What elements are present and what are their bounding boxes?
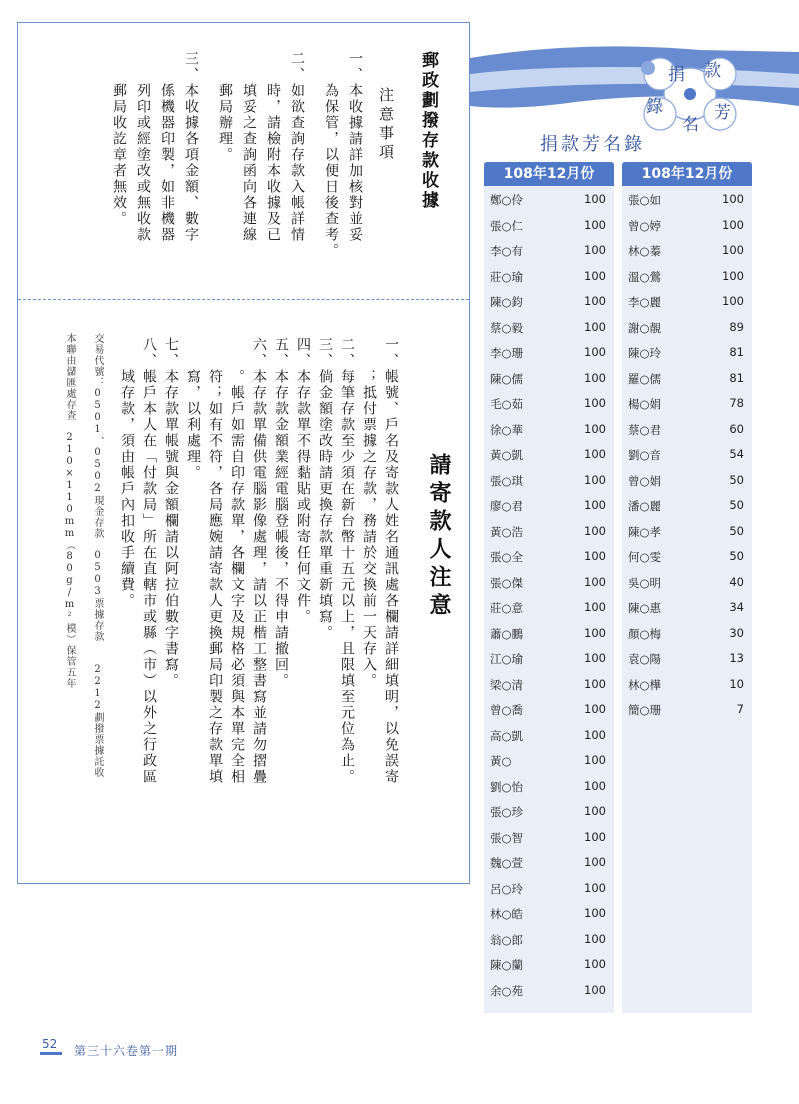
donation-amount: 78 bbox=[729, 396, 744, 410]
donor-name: 黃○浩 bbox=[490, 524, 524, 539]
donor-row bbox=[484, 645, 614, 671]
donor-row bbox=[484, 441, 614, 467]
donor-name: 張○如 bbox=[628, 193, 662, 207]
donor-name: 謝○靚 bbox=[628, 320, 662, 335]
donation-amount: 100 bbox=[584, 498, 606, 512]
page-number: 52 bbox=[42, 1037, 58, 1051]
donation-amount: 100 bbox=[584, 982, 606, 997]
donor-name: 羅○儒 bbox=[628, 371, 662, 386]
notice-line: 三、本收據各項金額、數字 bbox=[183, 51, 199, 243]
donor-name: 梁○清 bbox=[490, 677, 524, 692]
donation-amount: 81 bbox=[729, 345, 744, 359]
donor-name: 簡○珊 bbox=[628, 703, 662, 717]
donor-name: 吳○明 bbox=[628, 575, 662, 590]
donor-row bbox=[622, 518, 752, 544]
donor-name: 曾○娟 bbox=[628, 473, 662, 488]
donor-name: 高○凱 bbox=[490, 728, 524, 743]
donor-name: 翁○郎 bbox=[490, 932, 524, 947]
donor-row bbox=[622, 212, 752, 238]
donation-amount: 100 bbox=[584, 549, 606, 563]
donor-name: 江○瑜 bbox=[490, 652, 524, 666]
donation-amount: 100 bbox=[584, 829, 606, 844]
donor-name: 張○琪 bbox=[490, 473, 524, 488]
donation-amount: 30 bbox=[729, 625, 744, 640]
donation-amount: 13 bbox=[729, 651, 744, 665]
donation-amount: 50 bbox=[729, 472, 744, 487]
donor-name: 蔡○君 bbox=[628, 422, 662, 437]
banner-char: 捐 bbox=[668, 65, 685, 85]
donor-row bbox=[484, 722, 614, 748]
donor-name: 張○仁 bbox=[490, 218, 524, 233]
donor-row bbox=[484, 926, 614, 952]
depositor-line: 八、帳戶本人在「付款局」所在直轄市或縣（市）以外之行政區 bbox=[141, 337, 157, 785]
donation-amount: 100 bbox=[584, 268, 606, 283]
donor-name: 張○智 bbox=[490, 830, 524, 845]
donor-name: 林○皓 bbox=[490, 907, 524, 921]
banner-char: 名 bbox=[682, 115, 699, 135]
donation-amount: 100 bbox=[584, 600, 606, 614]
donor-name: 陳○惠 bbox=[628, 601, 662, 615]
donor-row bbox=[622, 620, 752, 646]
notice-line: 係機器印製，如非機器 bbox=[159, 51, 175, 243]
donor-row bbox=[484, 977, 614, 1003]
donor-row bbox=[622, 671, 752, 697]
depositor-line: 七、本存款單帳號與金額欄請以阿拉伯數字書寫。 bbox=[163, 337, 179, 689]
donation-amount: 100 bbox=[584, 396, 606, 410]
donor-row bbox=[484, 212, 614, 238]
donor-name: 李○珊 bbox=[490, 346, 524, 360]
donor-row bbox=[484, 620, 614, 646]
donor-name: 溫○鶯 bbox=[628, 269, 662, 284]
donor-row bbox=[484, 314, 614, 340]
depositor-line: ；抵付票據之存款，務請於交換前一天存入。 bbox=[361, 337, 377, 689]
donor-name: 曾○喬 bbox=[490, 703, 524, 717]
donation-amount: 100 bbox=[584, 574, 606, 589]
donor-name: 陳○鈞 bbox=[490, 295, 524, 309]
donor-row bbox=[622, 543, 752, 569]
depositor-line: 三、倘金額塗改時請更換存款單重新填寫。 bbox=[317, 337, 333, 641]
donor-name: 林○蓁 bbox=[628, 244, 662, 258]
depositor-line: 二、每筆存款至少須在新台幣十五元以上，且限填至元位為止。 bbox=[339, 337, 355, 785]
deposit-receipt-form bbox=[17, 22, 470, 884]
donation-amount: 100 bbox=[584, 217, 606, 232]
donor-rows bbox=[622, 186, 752, 722]
banner-char: 錄 bbox=[646, 97, 663, 117]
notice-subtitle: 注意事項 bbox=[377, 87, 395, 163]
donor-row bbox=[622, 365, 752, 391]
donation-amount: 54 bbox=[729, 447, 744, 461]
depositor-line: 六、本存款單備供電腦影像處理，請以正楷工整書寫並請勿摺疊 bbox=[251, 337, 267, 785]
donation-amount: 7 bbox=[736, 702, 744, 716]
notice-line: 一、本收據請詳加核對並妥 bbox=[347, 51, 363, 243]
donor-name: 劉○音 bbox=[628, 448, 662, 462]
donor-name: 劉○怡 bbox=[490, 779, 524, 794]
notice-line: 填妥之查詢函向各連線 bbox=[241, 51, 257, 243]
donor-name: 蕭○鵬 bbox=[490, 626, 524, 641]
donor-row bbox=[484, 569, 614, 595]
donor-row bbox=[622, 416, 752, 442]
depositor-line: 域存款，須由帳戶內扣收手續費。 bbox=[119, 337, 135, 609]
banner-char: 芳 bbox=[714, 103, 731, 123]
donation-amount: 100 bbox=[722, 243, 744, 257]
donor-name: 李○麗 bbox=[628, 295, 662, 309]
notice-line: 為保管，以便日後查考。 bbox=[323, 51, 339, 259]
donation-amount: 100 bbox=[584, 523, 606, 538]
donor-name: 徐○華 bbox=[490, 422, 524, 437]
donor-name: 陳○孝 bbox=[628, 524, 662, 539]
donor-row bbox=[484, 416, 614, 442]
donation-amount: 100 bbox=[584, 345, 606, 359]
donation-amount: 81 bbox=[729, 370, 744, 385]
depositor-line: 寫，以利處理。 bbox=[185, 337, 201, 481]
notice-title: 郵政劃撥存款收據 bbox=[418, 51, 438, 211]
donor-name: 余○苑 bbox=[490, 983, 524, 998]
donation-amount: 100 bbox=[584, 931, 606, 946]
donor-row bbox=[484, 594, 614, 620]
donor-row bbox=[622, 569, 752, 595]
donor-name: 陳○儒 bbox=[490, 371, 524, 386]
donation-amount: 100 bbox=[584, 192, 606, 206]
donor-row bbox=[622, 492, 752, 518]
donor-row bbox=[622, 390, 752, 416]
donor-name: 鄭○伶 bbox=[490, 193, 524, 207]
donor-row bbox=[484, 824, 614, 850]
donation-amount: 89 bbox=[729, 319, 744, 334]
print-note: 本聯由儲匯處存查 210×110mm（80g/m²模）保管五年 bbox=[64, 333, 75, 689]
donor-name: 楊○娟 bbox=[628, 397, 662, 411]
donation-amount: 100 bbox=[584, 906, 606, 920]
donor-row bbox=[484, 237, 614, 263]
donor-row bbox=[484, 186, 614, 212]
donor-column-2 bbox=[622, 162, 752, 1013]
donor-name: 張○傑 bbox=[490, 575, 524, 590]
donor-row bbox=[622, 314, 752, 340]
notice-line: 郵局辦理。 bbox=[217, 51, 233, 163]
donor-row bbox=[484, 543, 614, 569]
donation-amount: 100 bbox=[722, 192, 744, 206]
donation-amount: 100 bbox=[584, 472, 606, 487]
column-header: 108年12月份 bbox=[622, 162, 752, 186]
donor-row bbox=[484, 849, 614, 875]
donation-amount: 100 bbox=[584, 421, 606, 436]
donation-amount: 100 bbox=[584, 778, 606, 793]
cut-line bbox=[18, 299, 469, 300]
donation-amount: 100 bbox=[584, 676, 606, 691]
notice-line: 二、如欲查詢存款入帳詳情 bbox=[289, 51, 305, 243]
donation-amount: 100 bbox=[722, 268, 744, 283]
depositor-title: 請寄款人注意 bbox=[426, 453, 452, 621]
donor-name: 何○雯 bbox=[628, 550, 662, 564]
depositor-line: 一、帳號、戶名及寄款人姓名通訊處各欄請詳細填明，以免誤寄 bbox=[383, 337, 399, 785]
notice-line: 列印或經塗改或無收款 bbox=[135, 51, 151, 243]
donation-amount: 10 bbox=[729, 676, 744, 691]
donor-name: 黃○ bbox=[490, 754, 512, 768]
donor-row bbox=[484, 390, 614, 416]
donation-amount: 100 bbox=[584, 957, 606, 971]
donor-name: 李○有 bbox=[490, 244, 524, 258]
donor-row bbox=[622, 467, 752, 493]
transaction-codes: 交易代號：0501、0502現金存款 0503票據存款 2212劃撥票據託收 bbox=[92, 333, 103, 778]
donor-row bbox=[484, 492, 614, 518]
donation-amount: 100 bbox=[584, 447, 606, 461]
donation-amount: 100 bbox=[584, 651, 606, 665]
donor-name: 張○珍 bbox=[490, 805, 524, 819]
donation-amount: 100 bbox=[584, 319, 606, 334]
donor-name: 張○全 bbox=[490, 550, 524, 564]
donation-amount: 40 bbox=[729, 574, 744, 589]
donor-row bbox=[484, 671, 614, 697]
donor-row bbox=[484, 900, 614, 926]
donor-name: 毛○茹 bbox=[490, 397, 524, 411]
donor-name: 蔡○毅 bbox=[490, 320, 524, 335]
donation-amount: 34 bbox=[729, 600, 744, 614]
donor-row bbox=[622, 339, 752, 365]
donor-row bbox=[622, 263, 752, 289]
notice-line: 郵局收訖章者無效。 bbox=[111, 51, 127, 227]
donor-name: 廖○君 bbox=[490, 499, 524, 513]
donor-name: 魏○萱 bbox=[490, 856, 524, 870]
depositor-line: 五、本存款金額業經電腦登帳後，不得申請撤回。 bbox=[273, 337, 289, 689]
donor-row bbox=[622, 645, 752, 671]
banner-char: 款 bbox=[704, 61, 721, 81]
donation-amount: 100 bbox=[584, 370, 606, 385]
donor-name: 陳○蘭 bbox=[490, 958, 524, 972]
donor-list-title: 捐款芳名錄 bbox=[540, 134, 645, 155]
donor-name: 潘○麗 bbox=[628, 499, 662, 513]
donor-name: 莊○瑜 bbox=[490, 269, 524, 284]
donor-column-1 bbox=[484, 162, 614, 1013]
donation-amount: 100 bbox=[584, 727, 606, 742]
donor-row bbox=[622, 237, 752, 263]
donation-amount: 100 bbox=[584, 294, 606, 308]
donor-row bbox=[484, 288, 614, 314]
donor-row bbox=[622, 186, 752, 212]
donor-row bbox=[484, 263, 614, 289]
donation-amount: 100 bbox=[584, 880, 606, 895]
issue-label: 第三十六卷第一期 bbox=[74, 1044, 179, 1058]
donation-amount: 60 bbox=[729, 421, 744, 436]
donation-amount: 50 bbox=[729, 523, 744, 538]
donation-amount: 100 bbox=[722, 294, 744, 308]
donation-amount: 50 bbox=[729, 498, 744, 512]
donor-name: 呂○玲 bbox=[490, 881, 524, 896]
donation-amount: 100 bbox=[722, 217, 744, 232]
donor-row bbox=[622, 696, 752, 722]
page-number-underline bbox=[40, 1052, 62, 1055]
donor-row bbox=[484, 951, 614, 977]
donor-row bbox=[484, 773, 614, 799]
donor-name: 顏○梅 bbox=[628, 626, 662, 641]
donation-amount: 100 bbox=[584, 753, 606, 767]
depositor-line: 四、本存款單不得黏貼或附寄任何文件。 bbox=[295, 337, 311, 625]
donor-name: 黃○凱 bbox=[490, 448, 524, 462]
donation-amount: 100 bbox=[584, 625, 606, 640]
donation-amount: 50 bbox=[729, 549, 744, 563]
donor-name: 林○樺 bbox=[628, 677, 662, 692]
donation-amount: 100 bbox=[584, 702, 606, 716]
donor-name: 莊○意 bbox=[490, 601, 524, 615]
donation-amount: 100 bbox=[584, 804, 606, 818]
donor-rows bbox=[484, 186, 614, 1002]
donor-name: 陳○玲 bbox=[628, 346, 662, 360]
donor-name: 曾○婷 bbox=[628, 218, 662, 233]
donor-row bbox=[484, 875, 614, 901]
donor-name: 袁○陽 bbox=[628, 652, 662, 666]
donor-row bbox=[484, 747, 614, 773]
donor-row bbox=[484, 339, 614, 365]
donation-amount: 100 bbox=[584, 855, 606, 869]
donor-row bbox=[484, 696, 614, 722]
column-header: 108年12月份 bbox=[484, 162, 614, 186]
donor-row bbox=[484, 798, 614, 824]
depositor-line: 。帳戶如需自印存款單，各欄文字及規格必須與本單完全相 bbox=[229, 337, 245, 785]
donation-amount: 100 bbox=[584, 243, 606, 257]
donor-row bbox=[622, 288, 752, 314]
donor-row bbox=[484, 518, 614, 544]
notice-line: 時，請檢附本收據及已 bbox=[265, 51, 281, 243]
depositor-line: 符；如有不符，各局應婉請寄款人更換郵局印製之存款單填 bbox=[207, 337, 223, 785]
donor-row bbox=[484, 365, 614, 391]
donor-row bbox=[484, 467, 614, 493]
donor-row bbox=[622, 441, 752, 467]
donor-row bbox=[622, 594, 752, 620]
